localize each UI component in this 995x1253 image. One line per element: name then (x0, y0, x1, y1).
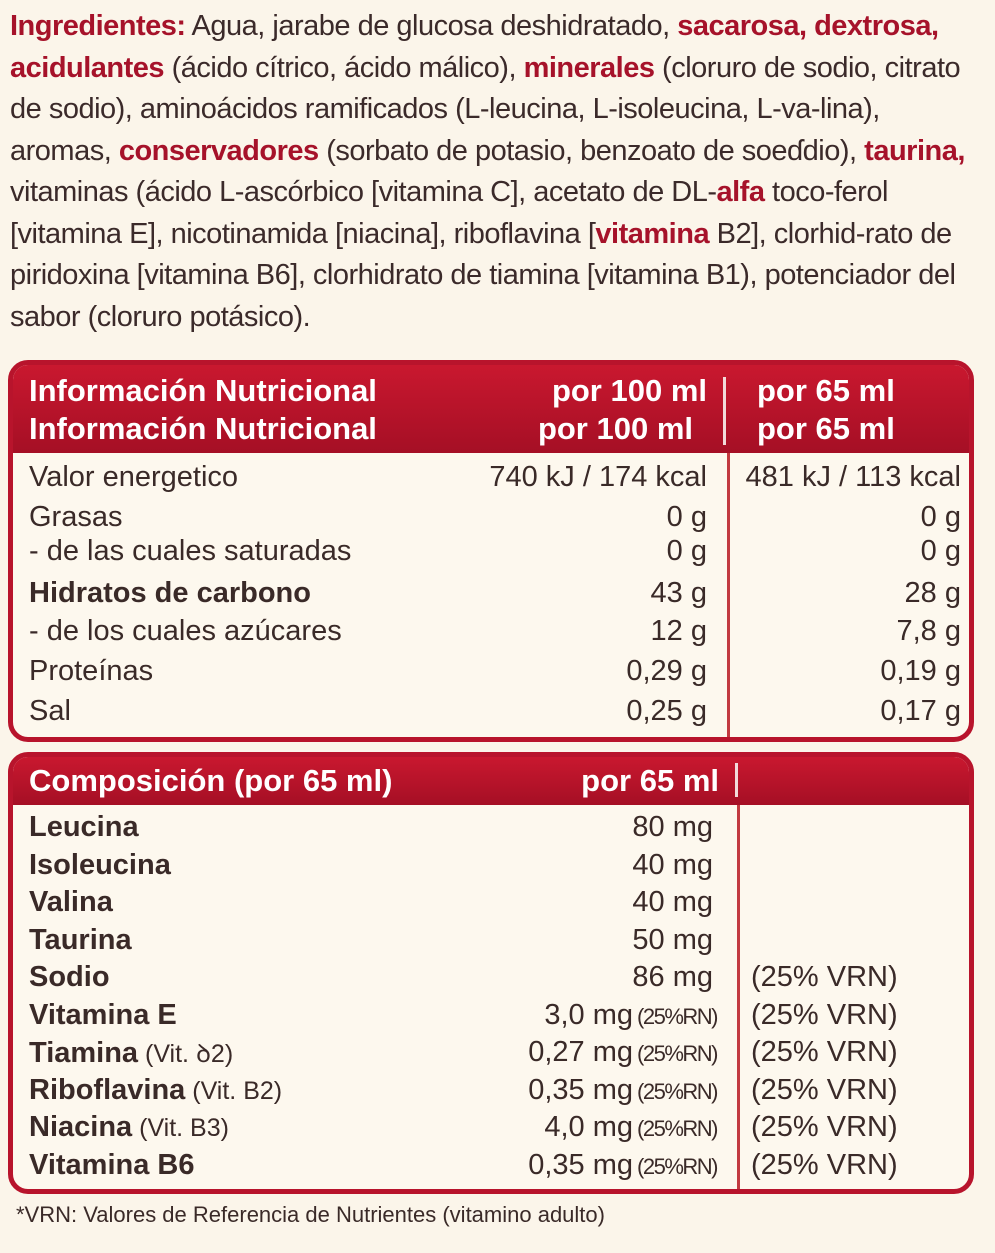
vrn-percent: (25% VRN) (751, 1111, 898, 1143)
component-value: 86 mg (632, 961, 713, 993)
component-name: Vitamina E (29, 998, 177, 1031)
ingredients-bold: vitamina (595, 217, 710, 250)
ingredients-part: (ácido cítrico, ácido málico), (164, 51, 524, 84)
component-pct: (25%RN) (637, 1153, 717, 1179)
ingredients-label: Ingredientes: (10, 10, 186, 42)
ingredients-bold: taurina, (864, 134, 965, 167)
component-value: 4,0 mg (544, 1111, 634, 1143)
component-value: 0,35 mg (528, 1148, 634, 1181)
col-per-65ml-2: por 65 ml (757, 411, 895, 446)
value-per-100ml: 740 kJ / 174 kcal (489, 461, 707, 493)
header-divider (735, 763, 738, 797)
component-value: 50 mg (632, 923, 713, 956)
nutrient-label: Valor energetico (29, 461, 239, 493)
composition-row (13, 811, 969, 851)
component-label (29, 811, 139, 844)
ingredients-bold: minerales (523, 51, 655, 84)
component-value: 0,35 mg (528, 1073, 634, 1106)
header-divider (723, 377, 726, 445)
component-label (29, 1111, 229, 1144)
nutrition-row (13, 615, 969, 655)
ingredients-part: B2], clorhid-rato de piridoxina [vitamina B6], clorhidrato de tiamina [vitamina B1), potenciador del sabor (cloruro potásico). (10, 217, 956, 333)
composition-row (13, 1111, 969, 1151)
vrn-percent: (25% VRN) (751, 1148, 898, 1181)
value-per-100ml: 0,25 g (626, 695, 707, 727)
component-value: 0,27 mg (528, 1036, 634, 1068)
component-label (29, 886, 113, 919)
nutrient-label: Proteínas (29, 655, 154, 687)
nutrient-label: - de los cuales azúcares (29, 615, 342, 647)
composition-row (13, 1074, 969, 1114)
component-label (29, 849, 171, 882)
composition-row (13, 961, 969, 1001)
vrn-percent: (25% VRN) (751, 961, 898, 993)
component-label (29, 1149, 194, 1182)
component-name: Isoleucina (29, 848, 171, 881)
composition-header (13, 757, 969, 805)
composition-row (13, 924, 969, 964)
component-sub: (Vit. B3) (132, 1114, 229, 1142)
value-per-100ml: 12 g (650, 615, 707, 647)
ingredients-bold: conservadores (118, 134, 319, 167)
value-per-65ml: 0 g (920, 501, 961, 533)
nutrition-row (13, 695, 969, 735)
component-name: Leucina (29, 811, 139, 843)
component-label (29, 999, 177, 1032)
composition-row (13, 1149, 969, 1189)
component-name: Sodio (29, 961, 110, 993)
value-per-65ml: 481 kJ / 113 kcal (745, 461, 961, 493)
component-sub: (Vit. B2) (185, 1076, 283, 1105)
component-label (29, 1036, 233, 1070)
component-pct: (25%RN) (637, 1078, 717, 1104)
composition-row (13, 999, 969, 1039)
component-pct: (25%RN) (637, 1041, 717, 1066)
component-name: Riboflavina (29, 1073, 186, 1106)
value-per-100ml: 43 g (650, 577, 707, 609)
ingredients-part: vitaminas (ácido L-ascórbico [vitamina C], acetato de DL- (10, 176, 717, 208)
nutrition-title-1: Información Nutricional (29, 373, 377, 408)
col-per-100ml-1: por 100 ml (551, 373, 707, 408)
nutrition-row (13, 461, 969, 501)
component-name: Vitamina B6 (29, 1148, 195, 1181)
col-per-100ml-2: por 100 ml (537, 411, 693, 446)
component-label (29, 924, 132, 957)
component-name: Valina (29, 886, 113, 918)
composition-row (13, 849, 969, 889)
ingredients-part: (cloruro de sodio, citrato de sodio), aminoácidos ramificados (L-leucina, L-isoleucina, L-va-lina), aromas, (10, 51, 961, 167)
composition-title: Composición (por 65 ml) (29, 763, 393, 798)
footnote: *VRN: Valores de Referencia de Nutrientes (vitamino adulto) (16, 1202, 605, 1227)
component-label (29, 961, 110, 994)
ingredients-text (10, 6, 985, 338)
component-pct: (25%RN) (637, 1003, 717, 1029)
composition-row (13, 886, 969, 926)
composition-table (8, 752, 974, 1194)
nutrition-row (13, 577, 969, 617)
nutrition-row (13, 655, 969, 695)
component-name: Taurina (29, 923, 132, 956)
col-per-65ml-1: por 65 ml (757, 373, 895, 408)
ingredients-part: Agua, jarabe de glucosa deshidratado, (185, 10, 678, 42)
nutrient-label: Grasas (29, 501, 123, 533)
component-pct: (25%RN) (637, 1116, 717, 1141)
value-per-65ml: 0,19 g (880, 655, 961, 687)
vrn-percent: (25% VRN) (751, 998, 898, 1031)
ingredients-part: toco-ferol [vitamina E], nicotinamida [niacina], riboflavina [ (10, 176, 888, 250)
nutrition-table (8, 360, 974, 742)
component-value: 40 mg (632, 848, 713, 881)
nutrition-row (13, 535, 969, 575)
ingredients-bold: alfa (716, 176, 765, 208)
value-per-100ml: 0 g (666, 535, 707, 567)
nutrition-header (13, 365, 969, 453)
value-per-65ml: 0,17 g (880, 695, 961, 727)
col-per-65ml: por 65 ml (581, 763, 719, 798)
value-per-65ml: 28 g (904, 577, 961, 609)
value-per-65ml: 0 g (920, 535, 961, 567)
component-name: Tiamina (29, 1037, 139, 1069)
component-value: 40 mg (632, 886, 713, 918)
component-value: 80 mg (632, 811, 713, 843)
value-per-100ml: 0 g (666, 501, 707, 533)
component-label (29, 1074, 282, 1107)
vrn-percent: (25% VRN) (751, 1036, 898, 1068)
nutrition-title-2: Información Nutricional (29, 411, 377, 446)
ingredients-bold: sacarosa, dextrosa, acidulantes (10, 10, 939, 84)
component-sub: (Vit. ꝺ2) (138, 1040, 234, 1068)
component-value: 3,0 mg (544, 998, 634, 1031)
value-per-100ml: 0,29 g (626, 655, 707, 687)
component-name: Niacina (29, 1111, 133, 1143)
nutrient-label: Sal (29, 695, 71, 727)
ingredients-part: (sorbato de potasio, benzoato de soeɗdio), (318, 134, 865, 167)
nutrient-label: Hidratos de carbono (29, 577, 311, 609)
vrn-percent: (25% VRN) (751, 1073, 898, 1106)
composition-row (13, 1036, 969, 1076)
nutrient-label: - de las cuales saturadas (29, 535, 352, 567)
value-per-65ml: 7,8 g (896, 615, 961, 647)
